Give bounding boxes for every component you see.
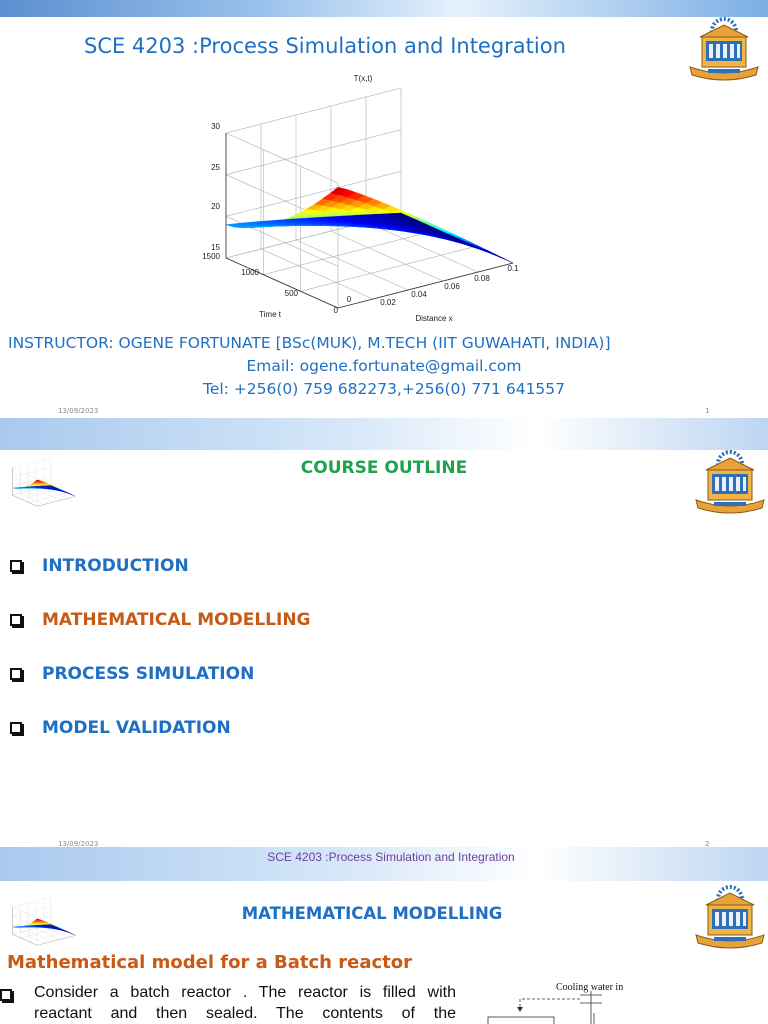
slide-2-page-number: 2 <box>705 840 710 847</box>
slide-3-title: MATHEMATICAL MODELLING <box>241 904 503 923</box>
y-axis-label: Time t <box>259 310 281 319</box>
gridline <box>261 249 373 299</box>
axis-line <box>13 495 38 506</box>
gridline <box>28 491 53 502</box>
z-tick-15: 15 <box>211 243 220 252</box>
slide-3-subtitle: Mathematical model for a Batch reactor <box>7 952 412 973</box>
paragraph-line-2: reactant and then sealed. The contents of the <box>34 1005 456 1022</box>
slide-1-title: SCE 4203 :Process Simulation and Integration <box>84 34 566 58</box>
instructor-line: INSTRUCTOR: OGENE FORTUNATE [BSc(MUK), M.TECH (IIT GUWAHATI, INDIA)] <box>8 334 611 352</box>
slide-2-date: 13/09/2023 <box>58 840 99 847</box>
slide-2-logo <box>692 450 768 514</box>
axis-line <box>37 935 75 945</box>
email-line: Email: ogene.fortunate@gmail.com <box>246 357 522 375</box>
gridline <box>36 489 61 500</box>
outline-item-process-simulation <box>10 664 254 684</box>
gridline <box>21 928 59 938</box>
x-tick-004: 0.04 <box>411 290 427 299</box>
x-tick-01: 0.1 <box>507 264 519 273</box>
gridline <box>263 230 438 275</box>
slide-3-logo <box>692 885 768 949</box>
slide-3 <box>0 881 768 1024</box>
batch-reactor-diagram <box>480 977 650 1024</box>
x-tick-002: 0.02 <box>380 298 396 307</box>
x-tick-0: 0 <box>346 295 352 304</box>
outline-item-label: MODEL VALIDATION <box>42 718 231 738</box>
gridline <box>226 133 338 183</box>
surface-chart <box>195 70 525 325</box>
y-tick-1500: 1500 <box>202 252 220 261</box>
slide-1-page-number: 1 <box>705 407 710 415</box>
cooling-water-label: Cooling water in <box>556 982 624 993</box>
checkbox-bullet-icon <box>10 668 22 680</box>
gridline <box>296 240 408 290</box>
outline-item-model-validation <box>10 718 231 738</box>
slide-1-top-band <box>0 0 768 17</box>
z-tick-30: 30 <box>211 122 220 131</box>
gridline <box>331 231 443 281</box>
gridline <box>226 130 401 175</box>
y-tick-500: 500 <box>284 289 298 298</box>
y-tick-0: 0 <box>333 306 338 315</box>
slide-1 <box>0 0 768 418</box>
paragraph-bullet <box>0 985 32 1001</box>
y-tick-1000: 1000 <box>241 268 259 277</box>
course-outline-title: COURSE OUTLINE <box>300 458 468 478</box>
checkbox-bullet-icon <box>0 989 12 1001</box>
batch-reactor-paragraph <box>34 982 456 1024</box>
gridline <box>20 932 45 943</box>
z-tick-20: 20 <box>211 202 220 211</box>
z-tick-25: 25 <box>211 163 220 172</box>
gridline <box>36 928 61 939</box>
paragraph-line-1: Consider a batch reactor . The reactor is filled with <box>34 984 456 1001</box>
checkbox-bullet-icon <box>10 722 22 734</box>
tel-line: Tel: +256(0) 759 682273,+256(0) 771 641557 <box>202 380 566 398</box>
gridline <box>29 493 67 503</box>
axis-line <box>13 934 38 945</box>
chart-title: T(x,t) <box>353 74 373 83</box>
outline-item-introduction <box>10 556 189 576</box>
gridline <box>21 489 59 499</box>
x-tick-006: 0.06 <box>444 282 460 291</box>
outline-item-label: MATHEMATICAL MODELLING <box>42 610 311 630</box>
axis-line <box>338 263 513 308</box>
outline-item-label: INTRODUCTION <box>42 556 189 576</box>
slide-1-footer-band <box>0 418 768 450</box>
slide-2 <box>0 450 768 847</box>
slide-2-footer-title: SCE 4203 :Process Simulation and Integration <box>267 850 515 864</box>
gridline <box>29 932 67 942</box>
chart-surface <box>226 187 513 263</box>
university-logo <box>686 17 762 81</box>
surface-chart-svg <box>195 70 525 325</box>
axis-line <box>37 496 75 506</box>
gridline <box>20 493 45 504</box>
gridline <box>28 930 53 941</box>
outline-item-mathematical-modelling <box>10 610 311 630</box>
checkbox-bullet-icon <box>10 614 22 626</box>
x-axis-label: Distance x <box>415 314 453 323</box>
checkbox-bullet-icon <box>10 560 22 572</box>
axis-line <box>226 258 338 308</box>
gridline <box>226 88 401 133</box>
outline-item-label: PROCESS SIMULATION <box>42 664 255 684</box>
x-tick-008: 0.08 <box>474 274 490 283</box>
slide-1-date: 13/09/2023 <box>58 407 99 415</box>
